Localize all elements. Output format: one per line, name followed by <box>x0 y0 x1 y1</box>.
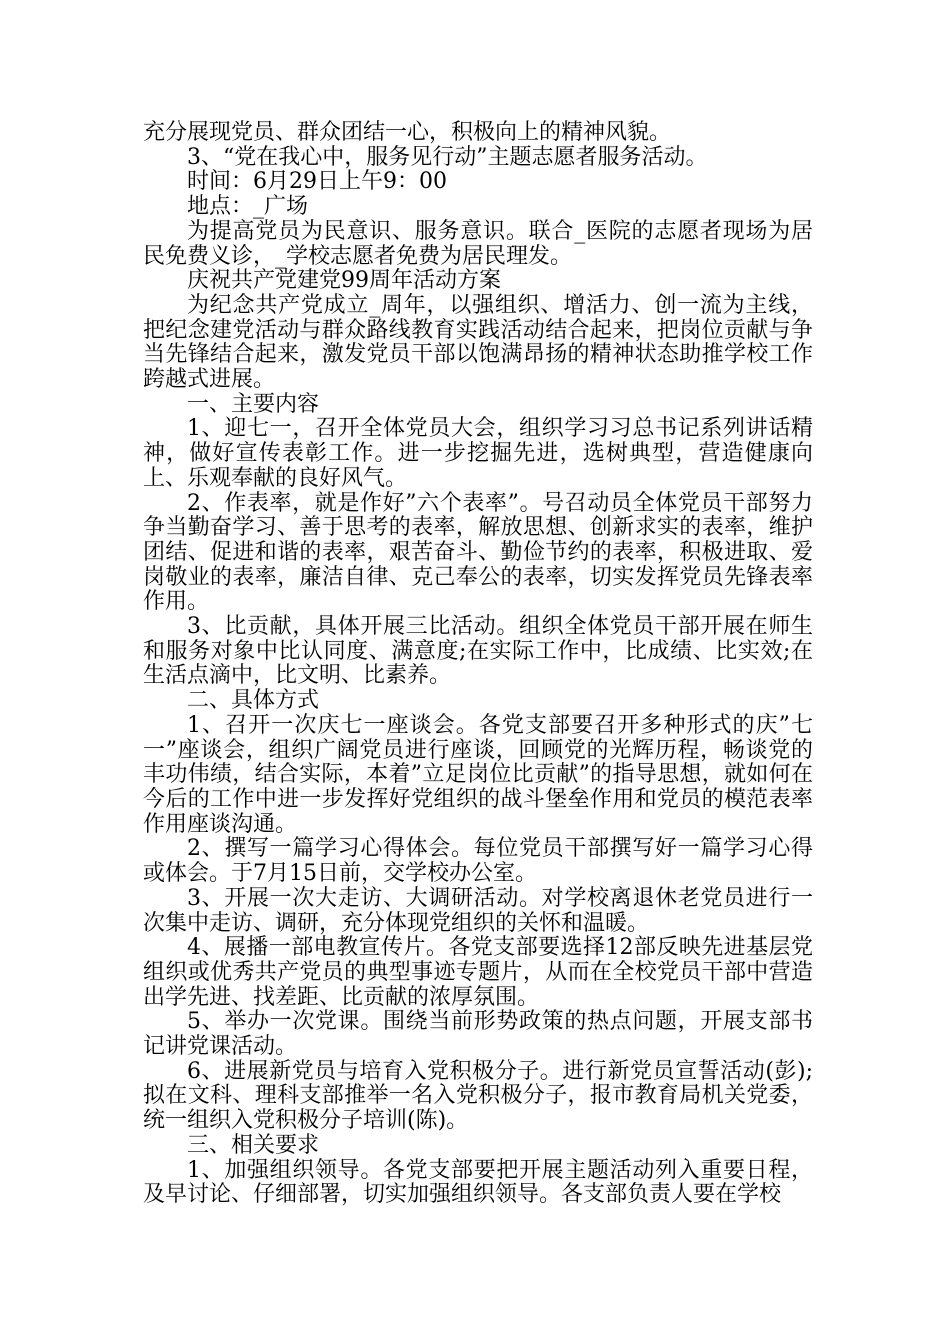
document-page <box>143 121 813 1208</box>
paragraph: 5、举办一次党课。围绕当前形势政策的热点问题，开展支部书记讲党课活动。 <box>143 1009 813 1060</box>
paragraph: 1、加强组织领导。各党支部要把开展主题活动列入重要日程，及早讨论、仔细部署，切实加强组织领导。各支部负责人要在学校 <box>143 1157 813 1208</box>
paragraph: 6、进展新党员与培育入党积极分子。进行新党员宣誓活动(彭);拟在文科、理科支部推举一名入党积极分子，报市教育局机关党委，统一组织入党积极分子培训(陈)。 <box>143 1058 813 1134</box>
paragraph: 4、展播一部电教宣传片。各党支部要选择12部反映先进基层党组织或优秀共产党员的典型事迹专题片，从而在全校党员干部中营造出学先进、找差距、比贡献的浓厚氛围。 <box>143 935 813 1010</box>
paragraph: 地点：_广场 <box>187 194 309 220</box>
paragraph: 2、作表率，就是作好”六个表率”。号召动员全体党员干部努力争当勤奋学习、善于思考的表率，解放思想、创新求实的表率，维护团结、促进和谐的表率，艰苦奋斗、勤俭节约的表率，积极进取、爱岗敬业的表率，廉洁自律、克己奉公的表率，切实发挥党员先锋表率作用。 <box>143 490 813 615</box>
paragraph: 充分展现党员、群众团结一心，积极向上的精神风貌。 <box>143 120 672 145</box>
section-heading: 二、具体方式 <box>187 688 320 714</box>
section-title: 庆祝共产党建党99周年活动方案 <box>187 268 501 294</box>
paragraph: 1、迎七一，召开全体党员大会，组织学习习总书记系列讲话精神，做好宣传表彰工作。进一步挖掘先进，选树典型，营造健康向上、乐观奉献的良好风气。 <box>143 416 813 491</box>
paragraph: 2、撰写一篇学习心得体会。每位党员干部撰写好一篇学习心得或体会。于7月15日前，交学校办公室。 <box>143 836 813 887</box>
paragraph: 1、召开一次庆七一座谈会。各党支部要召开多种形式的庆”七一”座谈会，组织广阔党员进行座谈，回顾党的光辉历程，畅谈党的丰功伟绩，结合实际，本着”立足岗位比贡献”的指导思想，就如何在今后的工作中进一步发挥好党组织的战斗堡垒作用和党员的模范表率作用座谈沟通。 <box>143 712 813 837</box>
paragraph: 为纪念共产党成立_周年，以强组织、增活力、创一流为主线，把纪念建党活动与群众路线教育实践活动结合起来，把岗位贡献与争当先锋结合起来，激发党员干部以饱满昂扬的精神状态助推学校工作跨越式进展。 <box>143 292 813 393</box>
section-heading: 三、相关要求 <box>187 1132 320 1158</box>
paragraph: 时间：6月29日上午9：00 <box>187 169 447 195</box>
paragraph: 为提高党员为民意识、服务意识。联合_医院的志愿者现场为居民免费义诊，_学校志愿者免费为居民理发。 <box>143 218 813 269</box>
paragraph: 3、“党在我心中，服务见行动”主题志愿者服务活动。 <box>187 144 708 170</box>
paragraph: 3、开展一次大走访、大调研活动。对学校离退休老党员进行一次集中走访、调研，充分体现党组织的关怀和温暖。 <box>143 885 813 936</box>
section-heading: 一、主要内容 <box>187 391 320 417</box>
paragraph: 3、比贡献，具体开展三比活动。组织全体党员干部开展在师生和服务对象中比认同度、满意度;在实际工作中，比成绩、比实效;在生活点滴中，比文明、比素养。 <box>143 614 813 689</box>
